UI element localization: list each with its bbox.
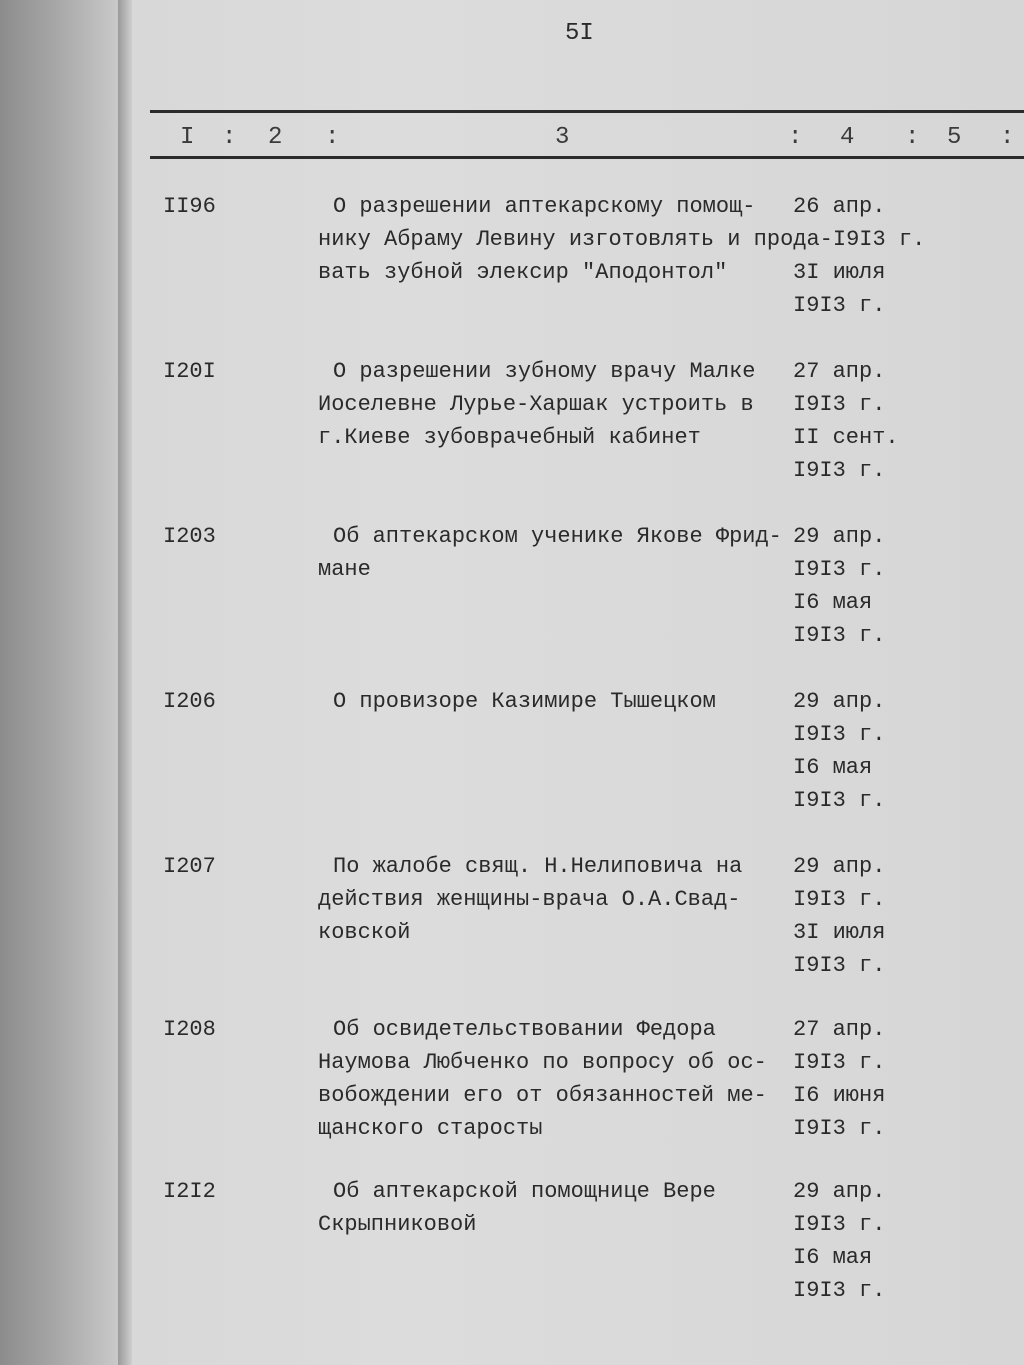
column-number: 2 [268, 124, 283, 151]
date-line: I9I3 г. [793, 953, 886, 978]
date-line: I6 мая [793, 1245, 873, 1270]
date-line: I6 мая [793, 755, 873, 780]
date-line: II сент. [793, 425, 899, 450]
date-line: I9I3 г. [793, 722, 886, 747]
date-line: I9I3 г. [793, 887, 886, 912]
page-number: 5I [565, 20, 594, 47]
case-dates [793, 850, 885, 982]
date-line: I9I3 г. [793, 458, 886, 483]
date-line: 29 апр. [793, 854, 886, 879]
date-line: I9I3 г. [793, 1212, 886, 1237]
column-separator: : [905, 124, 920, 151]
header-rule-top [150, 110, 1024, 113]
case-dates [793, 1175, 885, 1307]
case-number: I20I [163, 359, 216, 384]
date-line: 3I июля [793, 920, 886, 945]
description-line: Об освидетельствовании Федора [333, 1017, 716, 1042]
date-line: I9I3 г. [793, 1278, 886, 1303]
case-number: II96 [163, 194, 216, 219]
case-dates [793, 1013, 885, 1145]
header-rule-bottom [150, 156, 1024, 159]
column-separator: : [325, 124, 340, 151]
case-dates [793, 355, 899, 487]
date-line: I6 мая [793, 590, 873, 615]
case-description [318, 355, 755, 454]
column-number: I [180, 124, 195, 151]
date-line: I9I3 г. [793, 1050, 886, 1075]
column-number: 3 [555, 124, 570, 151]
date-line: I9I3 г. [793, 623, 886, 648]
description-line: г.Киеве зубоврачебный кабинет [318, 425, 701, 450]
case-number: I203 [163, 524, 216, 549]
case-number: I2I2 [163, 1179, 216, 1204]
description-line: Об аптекарской помощнице Вере [333, 1179, 716, 1204]
case-description [318, 520, 782, 586]
description-line: Иоселевне Лурье-Харшак устроить в [318, 392, 754, 417]
date-line: I6 июня [793, 1083, 886, 1108]
column-separator: : [788, 124, 803, 151]
case-description [318, 850, 742, 949]
case-description [318, 1175, 716, 1241]
case-dates [793, 685, 885, 817]
description-line: щанского старосты [318, 1116, 543, 1141]
description-line: О провизоре Казимире Тышецком [333, 689, 716, 714]
date-line: 26 апр. [793, 194, 886, 219]
case-number: I206 [163, 689, 216, 714]
column-separator: : [1000, 124, 1015, 151]
case-description [318, 1013, 767, 1145]
description-line: О разрешении аптекарскому помощ- [333, 194, 756, 219]
description-line: О разрешении зубному врачу Малке [333, 359, 756, 384]
date-line: 3I июля [793, 260, 886, 285]
description-line: Наумова Любченко по вопросу об ос- [318, 1050, 767, 1075]
date-line [793, 223, 885, 256]
description-line: По жалобе свящ. Н.Нелиповича на [333, 854, 743, 879]
date-line: I9I3 г. [793, 557, 886, 582]
case-dates [793, 520, 885, 652]
date-line: I9I3 г. [793, 392, 886, 417]
description-line: Скрыпниковой [318, 1212, 477, 1237]
description-line: Об аптекарском ученике Якове Фрид- [333, 524, 782, 549]
date-line: 29 апр. [793, 524, 886, 549]
binding-spine [118, 0, 132, 1365]
date-line: 29 апр. [793, 689, 886, 714]
column-separator: : [222, 124, 237, 151]
column-number: 5 [947, 124, 962, 151]
date-line: 27 апр. [793, 1017, 886, 1042]
description-line: мане [318, 557, 371, 582]
description-line: действия женщины-врача О.А.Свад- [318, 887, 741, 912]
date-line: I9I3 г. [793, 788, 886, 813]
description-line: нику Абраму Левину изготовлять и прода-I9I3 г. [318, 227, 926, 252]
column-number: 4 [840, 124, 855, 151]
description-line: вобождении его от обязанностей ме- [318, 1083, 767, 1108]
case-description [318, 685, 716, 718]
case-dates [793, 190, 885, 322]
case-number: I208 [163, 1017, 216, 1042]
date-line: I9I3 г. [793, 293, 886, 318]
date-line: 27 апр. [793, 359, 886, 384]
case-number: I207 [163, 854, 216, 879]
date-line: I9I3 г. [793, 1116, 886, 1141]
description-line: ковской [318, 920, 411, 945]
date-line: 29 апр. [793, 1179, 886, 1204]
description-line: вать зубной элексир "Аподонтол" [318, 260, 728, 285]
